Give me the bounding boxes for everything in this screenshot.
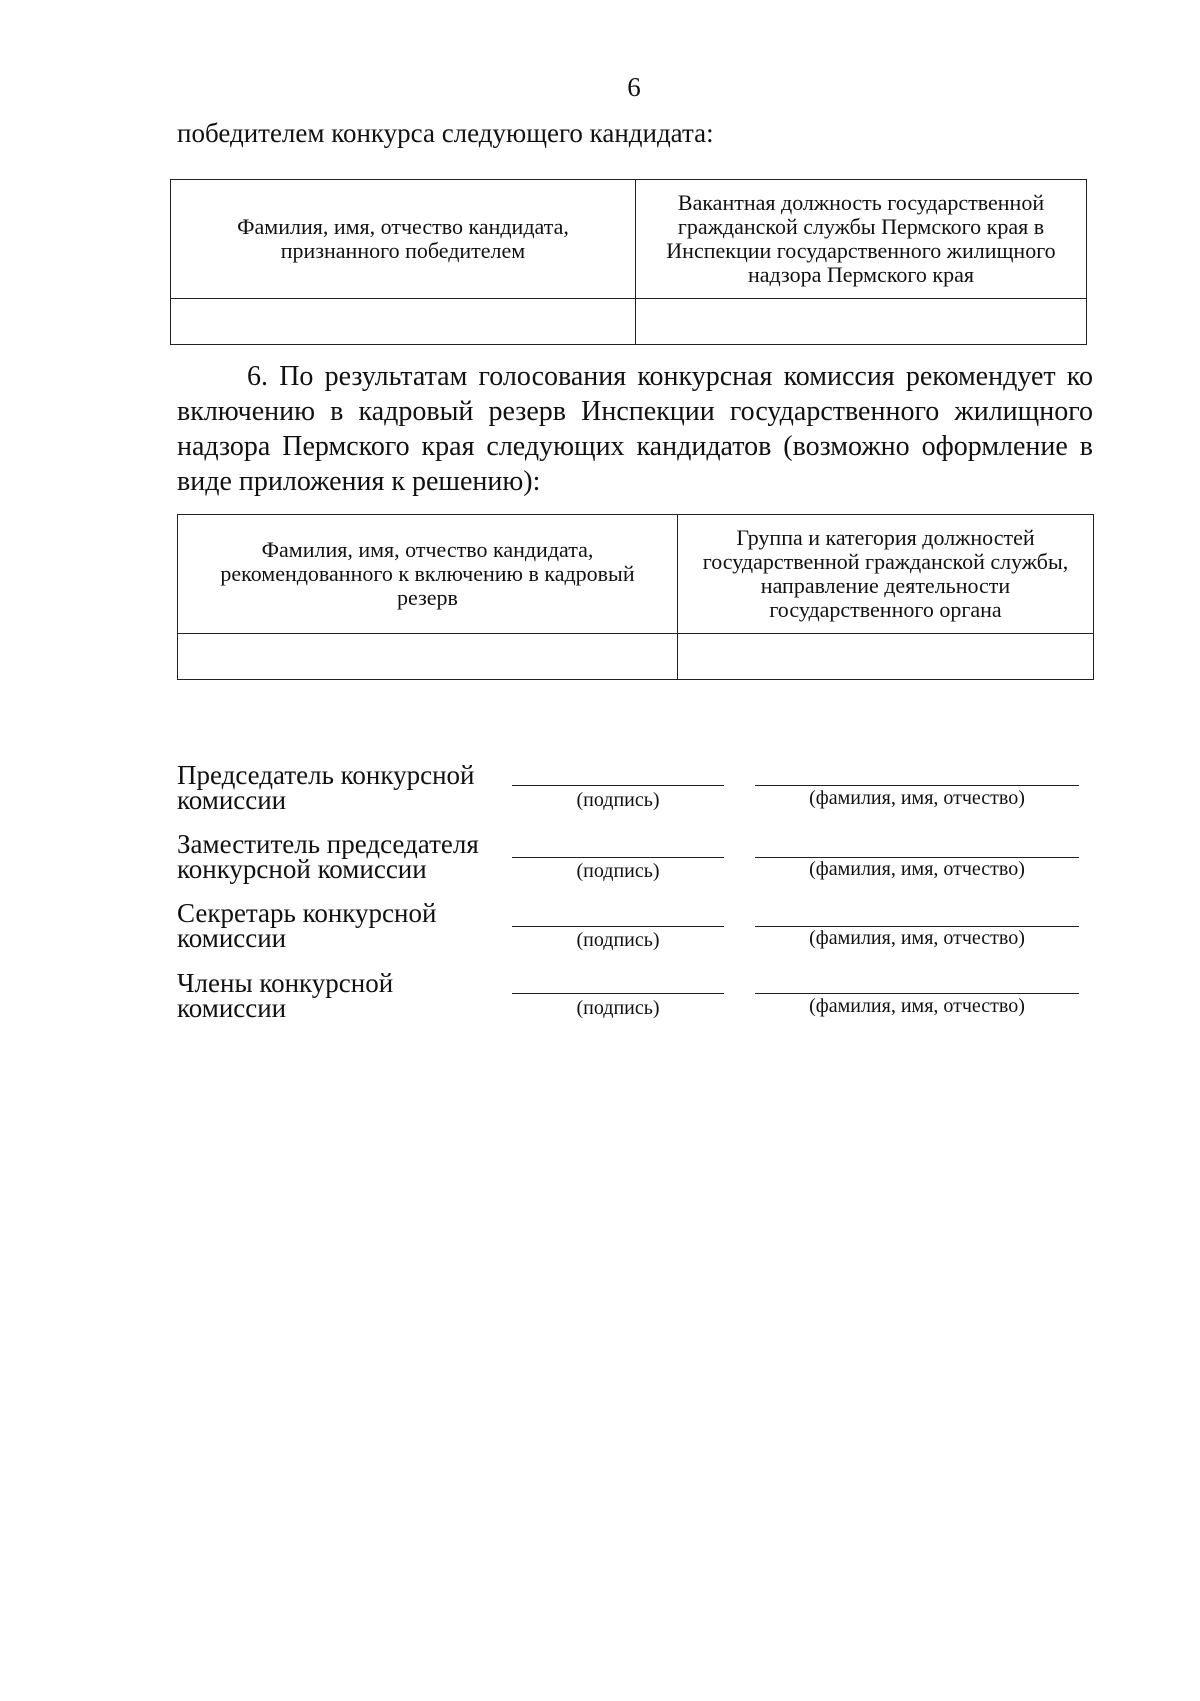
- winner-name-header: Фамилия, имя, отчество кандидата, признанного победителем: [171, 180, 636, 299]
- intro-line: победителем конкурса следующего кандидата:: [177, 118, 714, 148]
- role-line: конкурсной комиссии: [177, 854, 427, 884]
- vacant-position-header: Вакантная должность государственной гражданской службы Пермского края в Инспекции государственного жилищного надзора Пермского края: [636, 180, 1087, 299]
- full-name-caption: (фамилия, имя, отчество): [809, 927, 1025, 949]
- signature-role: [177, 968, 507, 1023]
- full-name-caption: (фамилия, имя, отчество): [809, 787, 1025, 809]
- signature-deputy-chairman: [177, 829, 1117, 892]
- full-name-caption: (фамилия, имя, отчество): [809, 858, 1025, 880]
- signature-chairman: [177, 760, 1117, 823]
- table-row: [178, 634, 1094, 680]
- role-line: Секретарь конкурсной: [177, 898, 437, 928]
- role-line: комиссии: [177, 785, 287, 815]
- signature-role: [177, 760, 507, 815]
- reserve-table: [177, 514, 1094, 680]
- role-line: комиссии: [177, 923, 287, 953]
- signature-secretary: [177, 898, 1117, 961]
- table-header-row: [171, 180, 1087, 299]
- signature-line[interactable]: [512, 926, 724, 927]
- role-line: Председатель конкурсной: [177, 760, 475, 790]
- full-name-line[interactable]: [755, 993, 1079, 994]
- signature-members: [177, 968, 1117, 1031]
- winner-name-cell[interactable]: [171, 299, 636, 345]
- winner-table: [170, 179, 1087, 345]
- signature-caption: (подпись): [576, 789, 660, 811]
- signature-line[interactable]: [512, 785, 724, 786]
- table-header-row: [178, 515, 1094, 634]
- reserve-name-header: Фамилия, имя, отчество кандидата, рекомендованного к включению в кадровый резерв: [178, 515, 678, 634]
- signature-caption: (подпись): [576, 929, 660, 951]
- paragraph-6: [177, 359, 1093, 499]
- signature-role: [177, 829, 507, 884]
- page-number: 6: [627, 72, 641, 102]
- signature-caption: (подпись): [576, 997, 660, 1019]
- table-row: [171, 299, 1087, 345]
- position-group-cell[interactable]: [678, 634, 1094, 680]
- role-line: комиссии: [177, 993, 287, 1023]
- full-name-line[interactable]: [755, 785, 1079, 786]
- signature-caption: (подпись): [576, 860, 660, 882]
- reserve-name-cell[interactable]: [178, 634, 678, 680]
- role-line: Члены конкурсной: [177, 968, 394, 998]
- signature-line[interactable]: [512, 993, 724, 994]
- position-group-header: Группа и категория должностей государственной гражданской службы, направление деятельности государственного органа: [678, 515, 1094, 634]
- signature-line[interactable]: [512, 857, 724, 858]
- paragraph-6-text: 6. По результатам голосования конкурсная комиссия рекомендует ко включению в кадровый резерв Инспекции государственного жилищного надзора Пермского края следующих кандидатов (возможно оформление в виде приложения к решению):: [177, 361, 1093, 497]
- vacant-position-cell[interactable]: [636, 299, 1087, 345]
- role-line: Заместитель председателя: [177, 829, 479, 859]
- full-name-caption: (фамилия, имя, отчество): [809, 995, 1025, 1017]
- signature-role: [177, 898, 507, 953]
